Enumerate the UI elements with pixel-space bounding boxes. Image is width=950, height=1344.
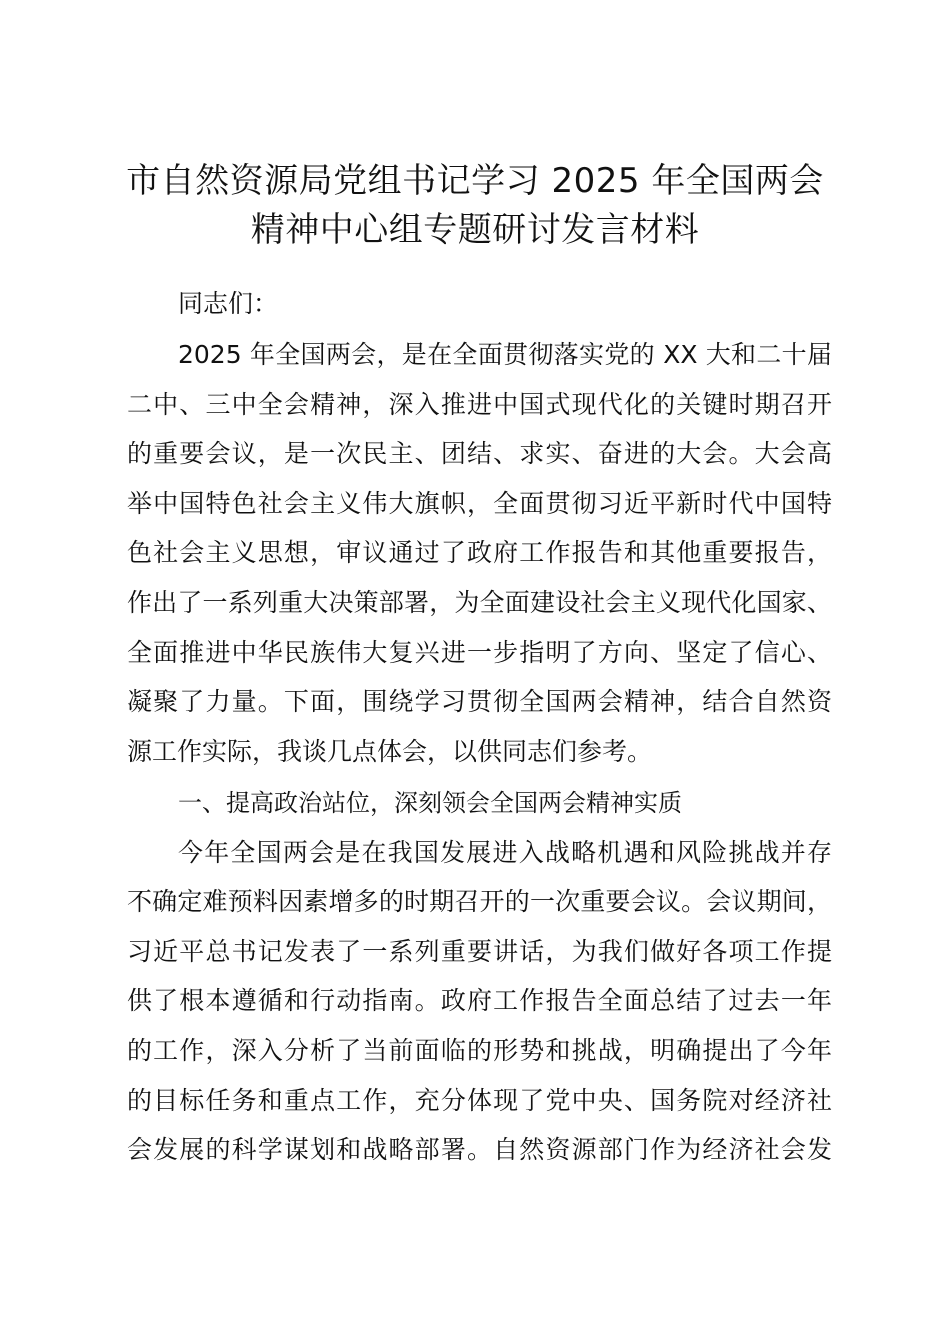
paragraph-1-line: 二中、三中全会精神，深入推进中国式现代化的关键时期召开: [127, 390, 832, 419]
paragraph-2-line: 不确定难预料因素增多的时期召开的一次重要会议。会议期间，: [127, 887, 832, 916]
paragraph-1-line: 凝聚了力量。下面，围绕学习贯彻全国两会精神，结合自然资: [127, 687, 832, 716]
paragraph-1-line: 的重要会议，是一次民主、团结、求实、奋进的大会。大会高: [127, 439, 832, 468]
document-title-line-2: 精神中心组专题研讨发言材料: [250, 210, 700, 250]
paragraph-2-line: 会发展的科学谋划和战略部署。自然资源部门作为经济社会发: [127, 1135, 832, 1164]
paragraph-1-line: 全面推进中华民族伟大复兴进一步指明了方向、坚定了信心、: [127, 638, 832, 667]
section-1-heading: 一、提高政治站位，深刻领会全国两会精神实质: [178, 789, 682, 817]
document-title-line-1: 市自然资源局党组书记学习 2025 年全国两会: [126, 161, 824, 201]
paragraph-2-line: 的目标任务和重点工作，充分体现了党中央、国务院对经济社: [127, 1086, 832, 1115]
paragraph-1-line: 色社会主义思想，审议通过了政府工作报告和其他重要报告，: [127, 538, 832, 567]
paragraph-2-line: 供了根本遵循和行动指南。政府工作报告全面总结了过去一年: [127, 986, 832, 1015]
paragraph-1-line: 作出了一系列重大决策部署，为全面建设社会主义现代化国家、: [127, 588, 832, 617]
paragraph-2-line: 习近平总书记发表了一系列重要讲话，为我们做好各项工作提: [127, 937, 832, 966]
salutation: 同志们：: [178, 289, 279, 318]
paragraph-1-line: 2025 年全国两会，是在全面贯彻落实党的 XX 大和二十届: [178, 340, 832, 369]
paragraph-2-line: 今年全国两会是在我国发展进入战略机遇和风险挑战并存: [178, 838, 832, 867]
paragraph-2-line: 的工作，深入分析了当前面临的形势和挑战，明确提出了今年: [127, 1036, 832, 1065]
paragraph-1-line: 举中国特色社会主义伟大旗帜，全面贯彻习近平新时代中国特: [127, 489, 832, 518]
paragraph-1-line: 源工作实际，我谈几点体会，以供同志们参考。: [127, 737, 653, 766]
